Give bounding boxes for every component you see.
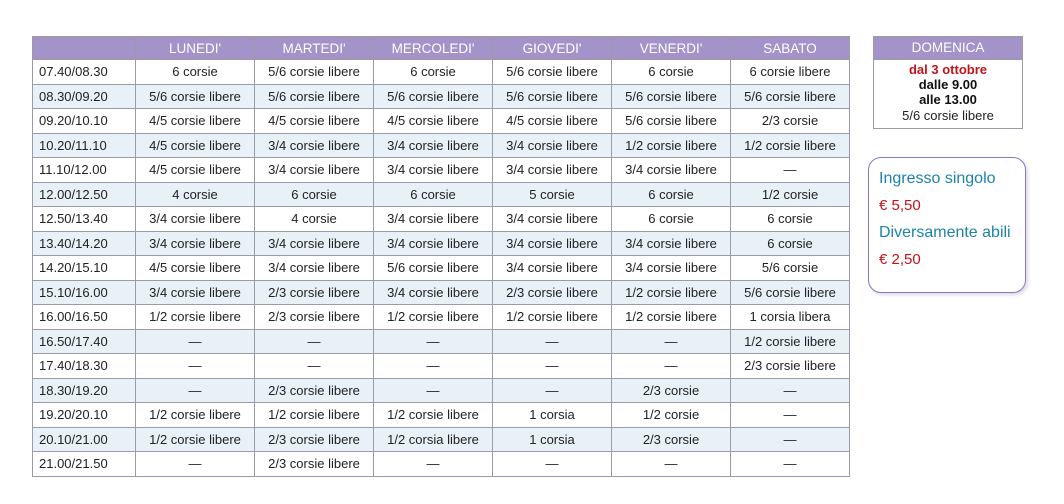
- header-day: LUNEDI': [136, 37, 255, 60]
- table-row: [33, 378, 850, 403]
- lane-cell: 4/5 corsie libere: [374, 109, 493, 134]
- lane-cell: 1/2 corsie libere: [136, 403, 255, 428]
- lane-cell: 6 corsie: [136, 60, 255, 85]
- lane-cell: 2/3 corsie: [612, 378, 731, 403]
- lane-cell: 3/4 corsie libere: [493, 158, 612, 183]
- header-day: MARTEDI': [255, 37, 374, 60]
- lane-cell: 2/3 corsie libere: [255, 378, 374, 403]
- lane-cell: 6 corsie: [612, 60, 731, 85]
- time-slot: 20.10/21.00: [33, 427, 136, 452]
- lane-cell: 3/4 corsie libere: [612, 231, 731, 256]
- lane-cell: 3/4 corsie libere: [255, 256, 374, 281]
- schedule-body: [33, 60, 850, 477]
- lane-cell: —: [731, 378, 850, 403]
- lane-cell: —: [612, 452, 731, 477]
- lane-cell: —: [255, 329, 374, 354]
- lane-cell: 3/4 corsie libere: [255, 158, 374, 183]
- lane-cell: 1/2 corsie: [731, 182, 850, 207]
- header-day: GIOVEDI': [493, 37, 612, 60]
- lane-cell: 1 corsia libera: [731, 305, 850, 330]
- lane-cell: 6 corsie: [612, 207, 731, 232]
- lane-cell: 3/4 corsie libere: [493, 133, 612, 158]
- lane-cell: 1/2 corsia libere: [374, 427, 493, 452]
- time-slot: 17.40/18.30: [33, 354, 136, 379]
- lane-cell: 1/2 corsie libere: [255, 403, 374, 428]
- time-slot: 11.10/12.00: [33, 158, 136, 183]
- lane-cell: 4/5 corsie libere: [136, 133, 255, 158]
- header-day: VENERDI': [612, 37, 731, 60]
- lane-cell: 5/6 corsie libere: [255, 60, 374, 85]
- time-slot: 07.40/08.30: [33, 60, 136, 85]
- lane-cell: 1/2 corsie libere: [612, 280, 731, 305]
- lane-cell: —: [612, 354, 731, 379]
- lane-cell: 3/4 corsie libere: [255, 133, 374, 158]
- table-row: [33, 182, 850, 207]
- sunday-to-time: alle 13.00: [919, 92, 977, 107]
- lane-cell: 3/4 corsie libere: [136, 280, 255, 305]
- time-slot: 19.20/20.10: [33, 403, 136, 428]
- lane-cell: 3/4 corsie libere: [374, 133, 493, 158]
- lane-cell: 2/3 corsie libere: [255, 305, 374, 330]
- time-slot: 10.20/11.10: [33, 133, 136, 158]
- lane-cell: 6 corsie: [731, 207, 850, 232]
- table-row: [33, 427, 850, 452]
- lane-cell: 5/6 corsie libere: [731, 84, 850, 109]
- lane-cell: 1/2 corsie libere: [612, 133, 731, 158]
- lane-cell: 3/4 corsie libere: [493, 231, 612, 256]
- time-slot: 21.00/21.50: [33, 452, 136, 477]
- lane-cell: 1/2 corsie: [612, 403, 731, 428]
- lane-cell: 2/3 corsie: [612, 427, 731, 452]
- lane-cell: 4/5 corsie libere: [136, 109, 255, 134]
- lane-cell: 3/4 corsie libere: [374, 280, 493, 305]
- time-slot: 12.50/13.40: [33, 207, 136, 232]
- table-row: [33, 305, 850, 330]
- lane-cell: 6 corsie: [255, 182, 374, 207]
- lane-cell: 5/6 corsie libere: [493, 84, 612, 109]
- lane-cell: 3/4 corsie libere: [493, 207, 612, 232]
- table-row: [33, 84, 850, 109]
- lane-cell: 3/4 corsie libere: [612, 256, 731, 281]
- lane-cell: 4/5 corsie libere: [136, 158, 255, 183]
- lane-cell: 3/4 corsie libere: [136, 231, 255, 256]
- lane-cell: 1/2 corsie libere: [136, 305, 255, 330]
- table-row: [33, 60, 850, 85]
- table-row: [33, 133, 850, 158]
- sunday-start-date: dal 3 ottobre: [908, 62, 987, 77]
- table-row: [33, 109, 850, 134]
- lane-cell: 2/3 corsie libere: [731, 354, 850, 379]
- lane-cell: —: [374, 378, 493, 403]
- table-row: [33, 207, 850, 232]
- lane-cell: 6 corsie: [374, 60, 493, 85]
- table-row: [33, 231, 850, 256]
- time-slot: 18.30/19.20: [33, 378, 136, 403]
- lane-cell: 4/5 corsie libere: [493, 109, 612, 134]
- lane-cell: 5/6 corsie libere: [493, 60, 612, 85]
- lane-cell: 3/4 corsie libere: [136, 207, 255, 232]
- table-row: [33, 158, 850, 183]
- sunday-details: [874, 60, 1022, 128]
- schedule-header: [33, 37, 850, 60]
- lane-cell: 5/6 corsie libere: [612, 109, 731, 134]
- time-slot: 13.40/14.20: [33, 231, 136, 256]
- time-slot: 16.50/17.40: [33, 329, 136, 354]
- lane-cell: 5/6 corsie libere: [136, 84, 255, 109]
- lane-cell: 4/5 corsie libere: [136, 256, 255, 281]
- lane-cell: 6 corsie: [374, 182, 493, 207]
- schedule-table: [32, 36, 850, 477]
- time-slot: 12.00/12.50: [33, 182, 136, 207]
- lane-cell: 6 corsie: [612, 182, 731, 207]
- lane-cell: 1/2 corsie libere: [731, 329, 850, 354]
- lane-cell: 3/4 corsie libere: [374, 231, 493, 256]
- lane-cell: —: [255, 354, 374, 379]
- lane-cell: 5/6 corsie libere: [255, 84, 374, 109]
- lane-cell: 3/4 corsie libere: [374, 158, 493, 183]
- time-slot: 09.20/10.10: [33, 109, 136, 134]
- lane-cell: 5/6 corsie libere: [731, 280, 850, 305]
- table-row: [33, 354, 850, 379]
- lane-cell: 2/3 corsie libere: [255, 280, 374, 305]
- lane-cell: 5 corsie: [493, 182, 612, 207]
- time-slot: 16.00/16.50: [33, 305, 136, 330]
- single-entry-price: € 5,50: [879, 197, 921, 214]
- sunday-box: [873, 36, 1023, 129]
- lane-cell: 3/4 corsie libere: [374, 207, 493, 232]
- lane-cell: —: [731, 427, 850, 452]
- table-row: [33, 452, 850, 477]
- lane-cell: 2/3 corsie: [731, 109, 850, 134]
- lane-cell: —: [136, 378, 255, 403]
- sunday-lanes: 5/6 corsie libere: [902, 108, 994, 123]
- lane-cell: —: [136, 354, 255, 379]
- table-row: [33, 403, 850, 428]
- lane-cell: —: [731, 403, 850, 428]
- lane-cell: 1/2 corsie libere: [731, 133, 850, 158]
- disabled-entry-price: € 2,50: [879, 251, 921, 268]
- lane-cell: —: [136, 329, 255, 354]
- lane-cell: —: [374, 452, 493, 477]
- header-time: [33, 37, 136, 60]
- prices-box: [868, 157, 1026, 293]
- sunday-from-time: dalle 9.00: [918, 77, 978, 92]
- lane-cell: —: [493, 354, 612, 379]
- lane-cell: 1/2 corsie libere: [136, 427, 255, 452]
- table-row: [33, 256, 850, 281]
- lane-cell: —: [136, 452, 255, 477]
- lane-cell: 5/6 corsie libere: [374, 256, 493, 281]
- lane-cell: 4 corsie: [255, 207, 374, 232]
- table-row: [33, 280, 850, 305]
- lane-cell: 3/4 corsie libere: [612, 158, 731, 183]
- lane-cell: —: [612, 329, 731, 354]
- lane-cell: 3/4 corsie libere: [255, 231, 374, 256]
- time-slot: 15.10/16.00: [33, 280, 136, 305]
- lane-cell: 1/2 corsie libere: [612, 305, 731, 330]
- lane-cell: —: [374, 354, 493, 379]
- lane-cell: 2/3 corsie libere: [493, 280, 612, 305]
- lane-cell: 2/3 corsie libere: [255, 427, 374, 452]
- lane-cell: —: [374, 329, 493, 354]
- lane-cell: 5/6 corsie libere: [612, 84, 731, 109]
- single-entry-label: Ingresso singolo: [879, 170, 996, 187]
- sunday-header: DOMENICA: [874, 37, 1022, 60]
- time-slot: 08.30/09.20: [33, 84, 136, 109]
- lane-cell: 1/2 corsie libere: [374, 403, 493, 428]
- header-day: SABATO: [731, 37, 850, 60]
- lane-cell: 1 corsia: [493, 403, 612, 428]
- lane-cell: 1 corsia: [493, 427, 612, 452]
- table-row: [33, 329, 850, 354]
- time-slot: 14.20/15.10: [33, 256, 136, 281]
- lane-cell: 4 corsie: [136, 182, 255, 207]
- lane-cell: 1/2 corsie libere: [374, 305, 493, 330]
- disabled-entry-label: Diversamente abili: [879, 224, 1011, 241]
- lane-cell: 5/6 corsie: [731, 256, 850, 281]
- lane-cell: —: [493, 378, 612, 403]
- lane-cell: 2/3 corsie libere: [255, 452, 374, 477]
- lane-cell: 4/5 corsie libere: [255, 109, 374, 134]
- lane-cell: —: [731, 158, 850, 183]
- lane-cell: 1/2 corsie libere: [493, 305, 612, 330]
- lane-cell: 3/4 corsie libere: [493, 256, 612, 281]
- lane-cell: 6 corsie libere: [731, 60, 850, 85]
- lane-cell: —: [731, 452, 850, 477]
- lane-cell: 5/6 corsie libere: [374, 84, 493, 109]
- lane-cell: —: [493, 452, 612, 477]
- header-day: MERCOLEDI': [374, 37, 493, 60]
- lane-cell: 6 corsie: [731, 231, 850, 256]
- lane-cell: —: [493, 329, 612, 354]
